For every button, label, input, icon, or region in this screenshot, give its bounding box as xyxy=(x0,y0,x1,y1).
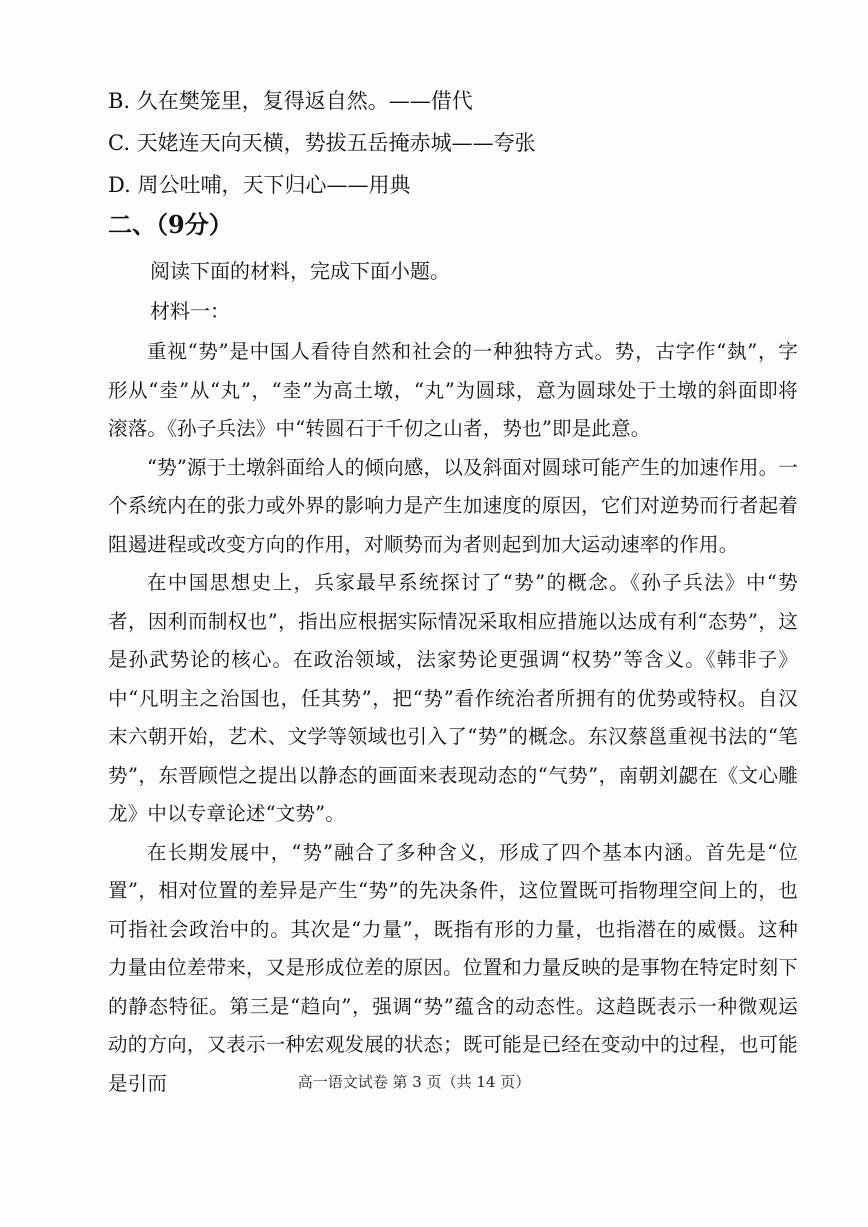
paragraph-3: 在中国思想史上，兵家最早系统探讨了“势”的概念。《孙子兵法》中“势者，因利而制权也”，指出应根据实际情况采取相应措施以达成有利“态势”，这是孙武势论的核心。在政治领域，法家势论更强调“权势”等含义。《韩非子》中“凡明主之治国也，任其势”，把“势”看作统治者所拥有的优势或特权。自汉末六朝开始，艺术、文学等领域也引入了“势”的概念。东汉蔡邕重视书法的“笔势”，东晋顾恺之提出以静态的画面来表现动态的“气势”，南朝刘勰在《文心雕龙》中以专章论述“文势”。 xyxy=(108,571,798,825)
material-body xyxy=(108,333,798,1103)
option-b: B. 久在樊笼里，复得返自然。——借代 xyxy=(108,89,473,113)
section-heading: 二、（9分） xyxy=(108,210,233,239)
page-number-text: 高一语文试卷 第 3 页（共 14 页） xyxy=(297,1073,531,1091)
page-footer xyxy=(0,1070,868,1094)
paragraph-1: 重视“势”是中国人看待自然和社会的一种独特方式。势，古字作“埶”，字形从“坴”从“丸”，“坴”为高土墩，“丸”为圆球，意为圆球处于土墩的斜面即将滚落。《孙子兵法》中“转圆石于千仞之山者，势也”即是此意。 xyxy=(108,340,798,440)
reading-instruction: 阅读下面的材料，完成下面小题。 xyxy=(150,259,450,283)
paragraph-2: “势”源于土墩斜面给人的倾向感，以及斜面对圆球可能产生的加速作用。一个系统内在的张力或外界的影响力是产生加速度的原因，它们对逆势而行者起着阻遏进程或改变方向的作用，对顺势而为者则起到加大运动速率的作用。 xyxy=(108,455,798,556)
material-label: 材料一： xyxy=(150,299,230,323)
option-d: D. 周公吐哺，天下归心——用典 xyxy=(108,173,411,197)
option-c: C. 天姥连天向天横，势拔五岳掩赤城——夸张 xyxy=(108,131,536,155)
answer-options xyxy=(108,80,808,206)
paragraph-4: 在长期发展中，“势”融合了多种含义，形成了四个基本内涵。首先是“位置”，相对位置的差异是产生“势”的先决条件，这位置既可指物理空间上的，也可指社会政治中的。其次是“力量”，既指有形的力量，也指潜在的威慑。这种力量由位差带来，又是形成位差的原因。位置和力量反映的是事物在特定时刻下的静态特征。第三是“趋向”，强调“势”蕴含的动态性。这趋既表示一种微观运动的方向，又表示一种宏观发展的状态；既可能是已经在变动中的过程，也可能是引而 xyxy=(108,840,798,1095)
